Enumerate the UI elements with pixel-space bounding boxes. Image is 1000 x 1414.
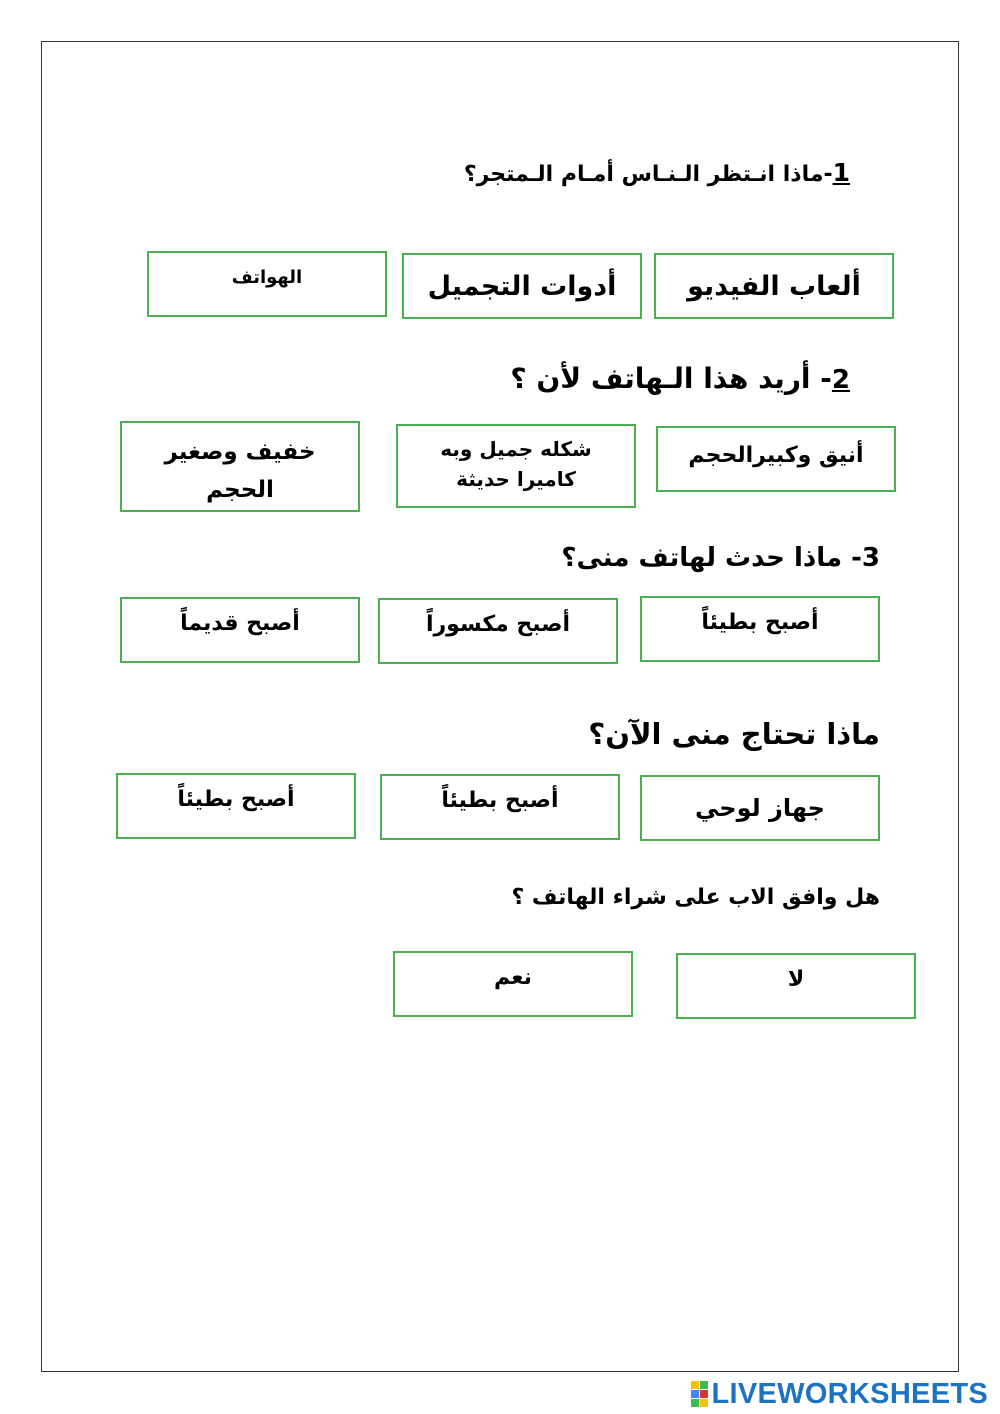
question-2-number: 2 [831, 365, 850, 395]
q2-option-light-small[interactable] [120, 421, 360, 512]
q3-option-became-slow[interactable] [640, 596, 880, 662]
liveworksheets-logo-text: LIVEWORKSHEETS [711, 1377, 988, 1410]
q4-option-1-label: جهاز لوحي [695, 794, 825, 822]
q4-option-3-label: أصبح بطيئاً [177, 787, 295, 812]
q4-option-tablet[interactable] [640, 775, 880, 841]
q3-option-became-old[interactable] [120, 597, 360, 663]
q1-option-video-games[interactable] [654, 253, 894, 319]
question-1-text: -ماذا انـتظر الـنـاس أمـام الـمتجر؟ [463, 162, 833, 187]
q1-option-3-label: الهواتف [231, 267, 303, 288]
question-3 [561, 543, 880, 573]
q5-option-no[interactable] [676, 953, 916, 1019]
question-2-text: - أريد هذا الـهاتف لأن ؟ [510, 362, 832, 395]
q1-option-cosmetics[interactable] [402, 253, 642, 319]
q3-option-became-broken[interactable] [378, 598, 618, 664]
worksheet-frame [41, 41, 959, 1372]
q1-option-phones[interactable] [147, 251, 387, 317]
q3-option-3-label: أصبح قديماً [180, 611, 300, 636]
question-1-number: 1 [832, 158, 850, 187]
q3-option-1-label: أصبح بطيئاً [701, 610, 819, 635]
question-2 [510, 362, 850, 395]
liveworksheets-logo-icon [691, 1381, 708, 1407]
question-3-number: 3 [861, 543, 880, 573]
q5-option-2-label: نعم [494, 965, 532, 990]
q4-option-2[interactable] [380, 774, 620, 840]
question-3-text: - ماذا حدث لهاتف منى؟ [561, 543, 862, 573]
q2-option-nice-camera[interactable] [396, 424, 636, 508]
q1-option-1-label: ألعاب الفيديو [687, 270, 861, 302]
question-1 [464, 158, 850, 187]
q2-option-elegant-large[interactable] [656, 426, 896, 492]
q4-option-3[interactable] [116, 773, 356, 839]
q3-option-2-label: أصبح مكسوراً [425, 612, 571, 637]
question-5 [511, 885, 880, 910]
q5-option-1-label: لا [787, 967, 805, 992]
q2-option-3-label: خفيف وصغير الحجم [164, 439, 316, 503]
question-5-text: هل وافق الاب على شراء الهاتف ؟ [511, 885, 880, 910]
q2-option-1-label: أنيق وكبيرالحجم [688, 443, 864, 468]
q5-option-yes[interactable] [393, 951, 633, 1017]
q1-option-2-label: أدوات التجميل [427, 270, 617, 302]
liveworksheets-logo [691, 1378, 989, 1410]
question-4 [588, 717, 880, 751]
q4-option-2-label: أصبح بطيئاً [441, 788, 559, 813]
q2-option-2-label: شكله جميل وبه كاميرا حديثة [440, 437, 592, 491]
question-4-text: ماذا تحتاج منى الآن؟ [588, 717, 880, 751]
